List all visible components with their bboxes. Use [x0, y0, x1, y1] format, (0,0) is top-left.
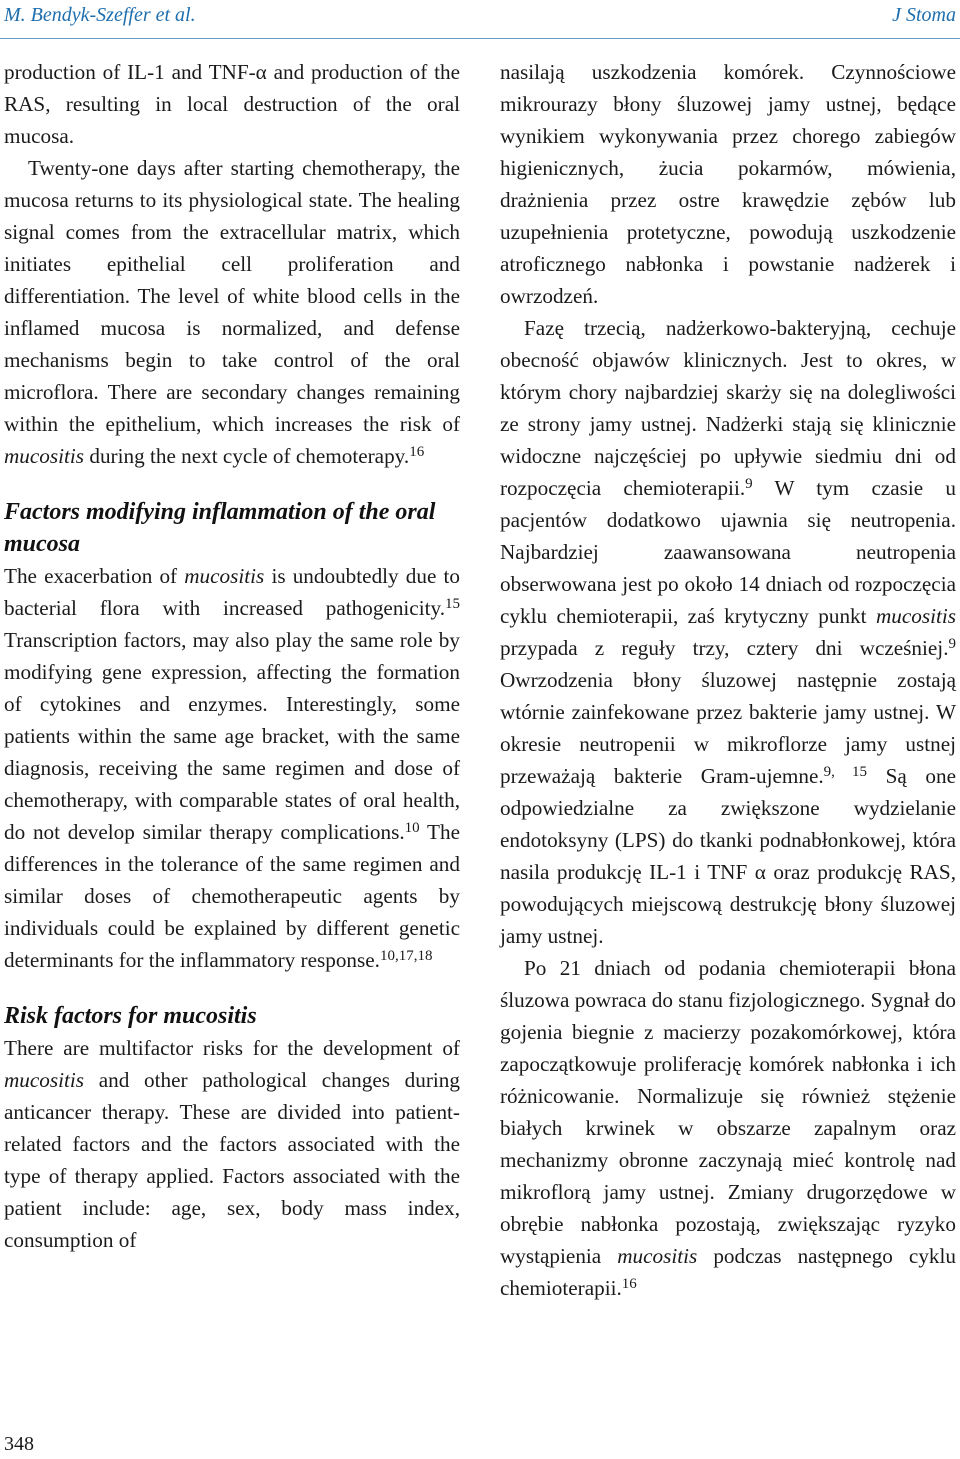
term-mucositis: mucositis [875, 604, 956, 628]
paragraph: Po 21 dniach od podania chemioterapii błona śluzowa powraca do stanu fizjologicznego. Sygnał do gojenia biegnie z macierzy pozakomórkowej, która zapoczątkowuje proliferację komórek nabłonka i ich różnicowanie. Normalizuje się również stężenie białych krwinek w obszarze zapalnym oraz mechanizmy obronne zaczynają mieć kontrolę nad mikroflorą jamy ustnej. Zmiany drugorzędowe w obrębie nabłonka pozostają, zwiększając ryzyko wystąpienia mucositis podczas następnego cyklu chemioterapii.$^{16}$ [500, 956, 956, 1300]
header-journal: J Stoma [892, 4, 956, 26]
citation: 9, 15 [823, 764, 867, 780]
left-column [4, 56, 460, 1256]
header-rule [0, 38, 960, 39]
citation: 16 [621, 1276, 637, 1292]
citation: 15 [445, 596, 460, 612]
term-mucositis: mucositis [4, 444, 85, 468]
citation: 10,17,18 [379, 948, 433, 964]
running-header [0, 0, 960, 40]
header-authors: M. Bendyk-Szeffer et al. [4, 4, 196, 26]
citation: 16 [409, 444, 425, 460]
citation: 10 [404, 820, 420, 836]
citation: 9 [745, 476, 753, 492]
paragraph: The exacerbation of mucositis is undoubtedly due to bacterial flora with increased pathogenicity.$^{15}$ Transcription factors, may also play the same role by modifying gene expression, affecting the formation of cytokines and enzymes. Interestingly, some patients within the same age bracket, with the same diagnosis, receiving the same regimen and dose of chemotherapy, with comparable states of oral health, do not develop similar therapy complications.$^{10}$ The differences in the tolerance of the same regimen and similar doses of chemotherapeutic agents by individuals could be explained by different genetic determinants for the inflammatory response.$^{10,17,18}$ [4, 564, 460, 972]
section-heading-risk-factors: Risk factors for mucositis [4, 1003, 257, 1029]
right-column [500, 56, 956, 1304]
paragraph: production of IL-1 and TNF-α and production of the RAS, resulting in local destruction of the oral mucosa. [4, 60, 460, 148]
page-number: 348 [4, 1433, 34, 1455]
citation: 9 [948, 636, 956, 652]
term-mucositis: mucositis [617, 1244, 698, 1268]
paragraph: There are multifactor risks for the development of mucositis and other pathological changes during anticancer therapy. These are divided into patient-related factors and the factors associated with the type of therapy applied. Factors associated with the patient include: age, sex, body mass index, consumption of [4, 1036, 460, 1252]
section-heading-factors: Factors modifying inflammation of the oral mucosa [4, 499, 436, 557]
paragraph: Twenty-one days after starting chemotherapy, the mucosa returns to its physiological state. The healing signal comes from the extracellular matrix, which initiates epithelial cell proliferation and differentiation. The level of white blood cells in the inflamed mucosa is normalized, and defense mechanisms begin to take control of the oral microflora. There are secondary changes remaining within the epithelium, which increases the risk of mucositis during the next cycle of chemoterapy.$^{16}$ [4, 156, 460, 468]
paragraph: Fazę trzecią, nadżerkowo-bakteryjną, cechuje obecność objawów klinicznych. Jest to okres, w którym chory najbardziej skarży się na dolegliwości ze strony jamy ustnej. Nadżerki stają się klinicznie widoczne najczęściej po upływie siedmiu dni od rozpoczęcia chemioterapii.$^9$ W tym czasie u pacjentów dodatkowo ujawnia się neutropenia. Najbardziej zaawansowana neutropenia obserwowana jest po około 14 dniach od rozpoczęcia cyklu chemioterapii, zaś krytyczny punkt mucositis przypada z reguły trzy, cztery dni wcześniej.$^9$ Owrzodzenia błony śluzowej następnie zostają wtórnie zainfekowane przez bakterie jamy ustnej. W okresie neutropenii w mikroflorze jamy ustnej przeważają bakterie Gram-ujemne.$^{9, 15}$ Są one odpowiedzialne za zwiększone wydzielanie endotoksyny (LPS) do tkanki podnabłonkowej, która nasila produkcję IL-1 i TNF α oraz produkcję RAS, powodujących miejscową destrukcję błony śluzowej jamy ustnej. [500, 316, 957, 948]
term-mucositis: mucositis [4, 1068, 85, 1092]
term-mucositis: mucositis [184, 564, 265, 588]
paragraph: nasilają uszkodzenia komórek. Czynnościowe mikrourazy błony śluzowej jamy ustnej, będące wynikiem wykonywania przez chorego zabiegów higienicznych, żucia pokarmów, mówienia, drażnienia przez ostre krawędzie zębów lub uzupełnienia protetyczne, powodują uszkodzenie atroficznego nabłonka i powstanie nadżerek i owrzodzeń. [500, 60, 956, 308]
